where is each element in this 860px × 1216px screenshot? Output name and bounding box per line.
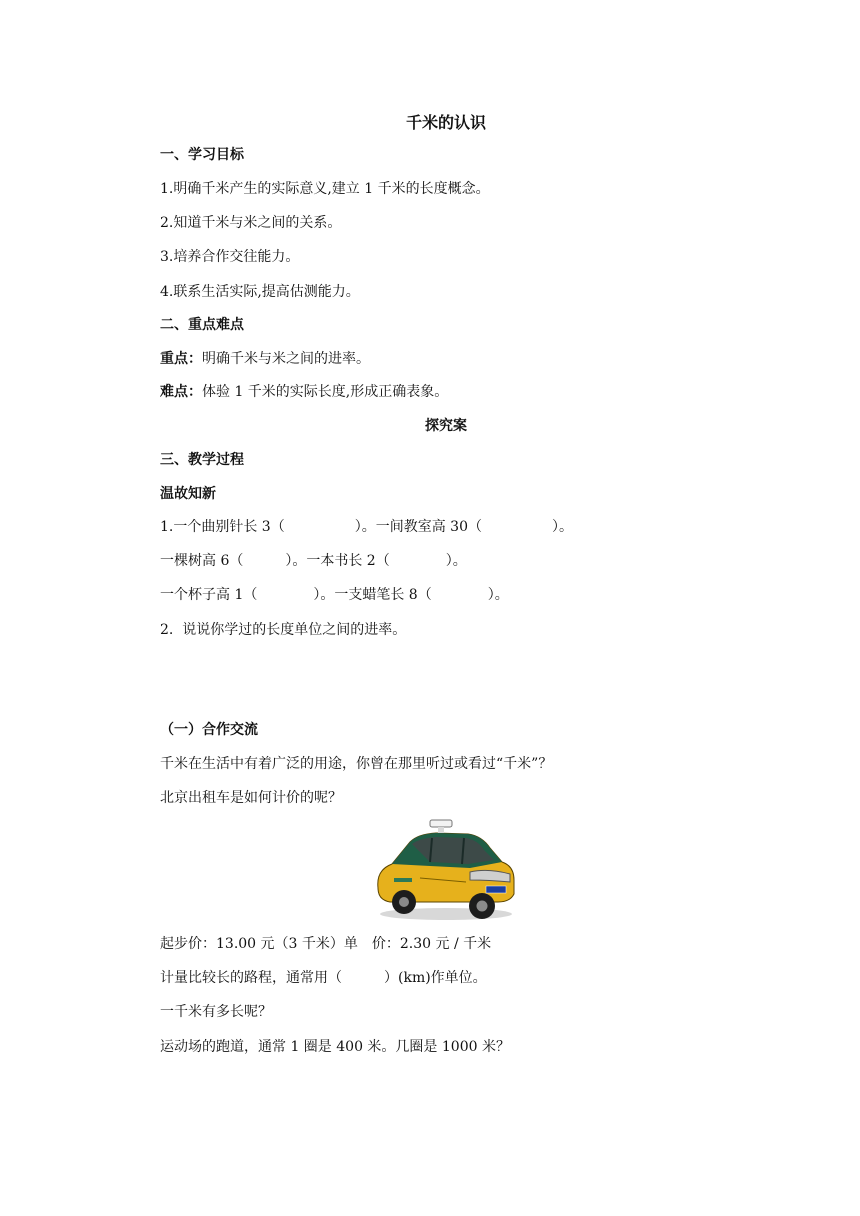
cooperation-after-line: 起步价：13.00 元（3 千米）单 价：2.30 元 / 千米 [160, 936, 492, 952]
review-line: 一个杯子高 1（ ）。一支蜡笔长 8（ ）。 [160, 587, 509, 603]
difficult-point [160, 382, 448, 402]
inquiry-title: 探究案 [425, 418, 467, 434]
cooperation-line: 北京出租车是如何计价的呢？ [160, 790, 342, 806]
cooperation-after-line: 一千米有多长呢？ [160, 1004, 272, 1020]
goal-item: 1.明确千米产生的实际意义,建立 1 千米的长度概念。 [160, 181, 490, 197]
cooperation-after-line: 运动场的跑道，通常 1 圈是 400 米。几圈是 1000 米？ [160, 1039, 510, 1055]
goal-item: 4.联系生活实际,提高估测能力。 [160, 284, 360, 300]
section-heading-keypoints: 二、重点难点 [160, 317, 244, 333]
goal-item: 2.知道千米与米之间的关系。 [160, 215, 342, 231]
review-line: 1.一个曲别针长 3（ ）。一间教室高 30（ ）。 [160, 519, 573, 535]
key-point-text: 明确千米与米之间的进率。 [202, 351, 370, 367]
section-heading-process: 三、教学过程 [160, 452, 244, 468]
cooperation-after-line: 计量比较长的路程，通常用（ ）(km)作单位。 [160, 970, 487, 986]
cooperation-heading: （一）合作交流 [160, 722, 258, 738]
taxi-image [370, 818, 518, 922]
difficult-point-text: 体验 1 千米的实际长度,形成正确表象。 [202, 384, 449, 400]
review-line: 2. 说说你学过的长度单位之间的进率。 [160, 622, 407, 638]
goal-item: 3.培养合作交往能力。 [160, 249, 300, 265]
key-point-label: 重点： [160, 351, 202, 367]
review-line: 一棵树高 6（ ）。一本书长 2（ ）。 [160, 553, 467, 569]
difficult-point-label: 难点： [160, 384, 202, 400]
key-point [160, 349, 370, 369]
review-heading: 温故知新 [160, 486, 216, 502]
cooperation-line: 千米在生活中有着广泛的用途，你曾在那里听过或看过“千米”？ [160, 756, 553, 772]
page-title: 千米的认识 [405, 113, 486, 132]
section-heading-goals: 一、学习目标 [160, 147, 244, 163]
